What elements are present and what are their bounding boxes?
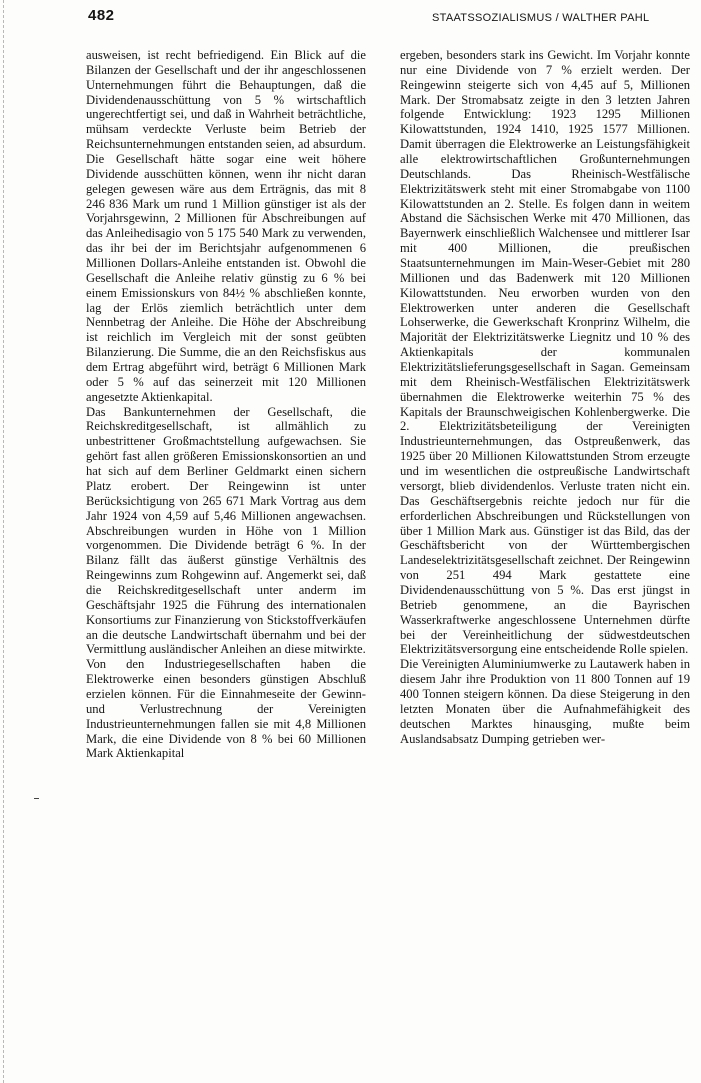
running-title: STAATSSOZIALISMUS / WALTHER PAHL xyxy=(432,12,650,24)
page-number: 482 xyxy=(88,7,115,24)
page-edge-rule xyxy=(3,0,4,1083)
left-paragraph-3: Von den Industriegesellschaften haben die Elektrowerke einen besonders günstigen Abschluß erzielen können. Für die Einnahmeseite der Gewinn- und Verlustrechnung der Vereinigten Industrieunternehmungen fallen sie mit 4,8 Millionen Mark, die eine Dividende von 8 % bei 60 Millionen Mark Aktienkapital xyxy=(86,657,366,761)
right-paragraph-1: ergeben, besonders stark ins Gewicht. Im Vorjahr konnte nur eine Dividende von 7 % erzielt werden. Der Reingewinn steigerte sich von 4,45 auf 5, Millionen Mark. Der Stromabsatz zeigte in den 3 letzten Jahren folgende Entwicklung: 1923 1295 Millionen Kilowattstunden, 1924 1410, 1925 1577 Millionen. Damit überragen die Elektrowerke an Leistungsfähigkeit alle elektrowirtschaftlichen Großunternehmungen Deutschlands. Das Rheinisch-Westfälische Elektrizitätswerk steht mit einer Stromabgabe von 1100 Kilowattstunden an 2. Stelle. Es folgen dann in weitem Abstand die Sächsischen Werke mit 470 Millionen, das Bayernwerk einschließlich Walchensee und mittlerer Isar mit 400 Millionen, die preußischen Staatsunternehmungen im Main-Weser-Gebiet mit 280 Millionen und das Badenwerk mit 120 Millionen Kilowattstunden. Neu erworben wurden von den Elektrowerken unter anderen die Gesellschaft Lohserwerke, die Gewerkschaft Kronprinz Wilhelm, die Majorität der Elektrizitätswerke Liegnitz und 10 % des Aktienkapitals der kommunalen Elektrizitätslieferungsgesellschaft in Sagan. Gemeinsam mit dem Rheinisch-Westfälischen Elektrizitätswerk übernahmen die Elektrowerke weiterhin 75 % des Kapitals der Braunschweigischen Kohlenbergwerke. Die 2. Elektrizitätsbeteiligung der Vereinigten Industrieunternehmungen, das Ostpreußenwerk, das 1925 über 20 Millionen Kilowattstunden Strom erzeugte und im wesentlichen die ostpreußische Landwirtschaft versorgt, blieb dividendenlos. Verluste traten nicht ein. Das Geschäftsergebnis reichte jedoch nur für die erforderlichen Abschreibungen und Rückstellungen von über 1 Million Mark aus. Günstiger ist das Bild, das der Geschäftsbericht von der Württembergischen Landeselektrizitätsgesellschaft zeichnet. Der Reingewinn von 251 494 Mark gestattete eine Dividendenausschüttung von 5 %. Das erst jüngst in Betrieb genommene, an die Bayrischen Wasserkraftwerke angeschlossene Unternehmen dürfte bei der Vereinheitlichung der südwestdeutschen Elektrizitätsversorgung eine entscheidende Rolle spielen. xyxy=(400,48,690,657)
left-paragraph-2: Das Bankunternehmen der Gesellschaft, die Reichskreditgesellschaft, ist allmählich zu unbestrittener Großmachtstellung aufgewachsen. Sie gehört fast allen größeren Emissionskonsortien an und hat sich auf dem Berliner Geldmarkt einen sichern Platz erobert. Der Reingewinn ist unter Berücksichtigung von 265 671 Mark Vortrag aus dem Jahr 1924 von 4,59 auf 5,46 Millionen angewachsen. Abschreibungen wurden in Höhe von 1 Million vorgenommen. Die Dividende beträgt 6 %. In der Bilanz fällt das äußerst günstige Verhältnis des Reingewinns zum Rohgewinn auf. Angemerkt sei, daß die Reichskreditgesellschaft unter anderm im Geschäftsjahr 1925 die Führung des internationalen Konsortiums zur Finanzierung von Stickstoffverkäufen an die deutsche Landwirtschaft übernahm und bei der Vermittlung ausländischer Anleihen an diese mitwirkte. xyxy=(86,404,366,657)
left-column xyxy=(86,48,366,1048)
right-paragraph-2: Die Vereinigten Aluminiumwerke zu Lautawerk haben in diesem Jahr ihre Produktion von 11 800 Tonnen auf 19 400 Tonnen steigern können. Da diese Steigerung in den letzten Monaten über die Aufnahmefähigkeit des deutschen Marktes hinausging, mußte beim Auslandsabsatz Dumping getrieben wer- xyxy=(400,657,690,746)
left-paragraph-1: ausweisen, ist recht befriedigend. Ein Blick auf die Bilanzen der Gesellschaft und der ihr angeschlossenen Unternehmungen führt die Behauptungen, daß die Dividendenausschüttung von 5 % wirtschaftlich ungerechtfertigt sei, und daß in Wahrheit beträchtliche, mühsam verdeckte Verluste beim Betrieb der Reichsunternehmungen entstanden seien, ad absurdum. Die Gesellschaft hätte sogar eine weit höhere Dividende ausschütten können, wenn ihr nicht daran gelegen gewesen wäre aus dem Erträgnis, das mit 8 246 836 Mark um rund 1 Million günstiger ist als der Vorjahrsgewinn, 2 Millionen für Abschreibungen auf das Anleihedisagio von 5 175 540 Mark zu verwenden, das ihr bei der im Berichtsjahr aufgenommenen 6 Millionen Dollars-Anleihe entstanden ist. Obwohl die Gesellschaft die Anleihe relativ günstig zu 6 % bei einem Emissionskurs von 84½ % abschließen konnte, lag der Erlös ziemlich beträchtlich unter dem Nennbetrag der Anleihe. Die Höhe der Abschreibung ist reichlich im Vergleich mit der sonst geübten Bilanzierung. Die Summe, die an den Reichsfiskus aus dem Ertrag abgeführt wird, beträgt 6 Millionen Mark oder 5 % auf das seinerzeit mit 120 Millionen angesetzte Aktienkapital. xyxy=(86,48,366,404)
margin-mark xyxy=(34,798,39,799)
right-column xyxy=(400,48,690,1048)
